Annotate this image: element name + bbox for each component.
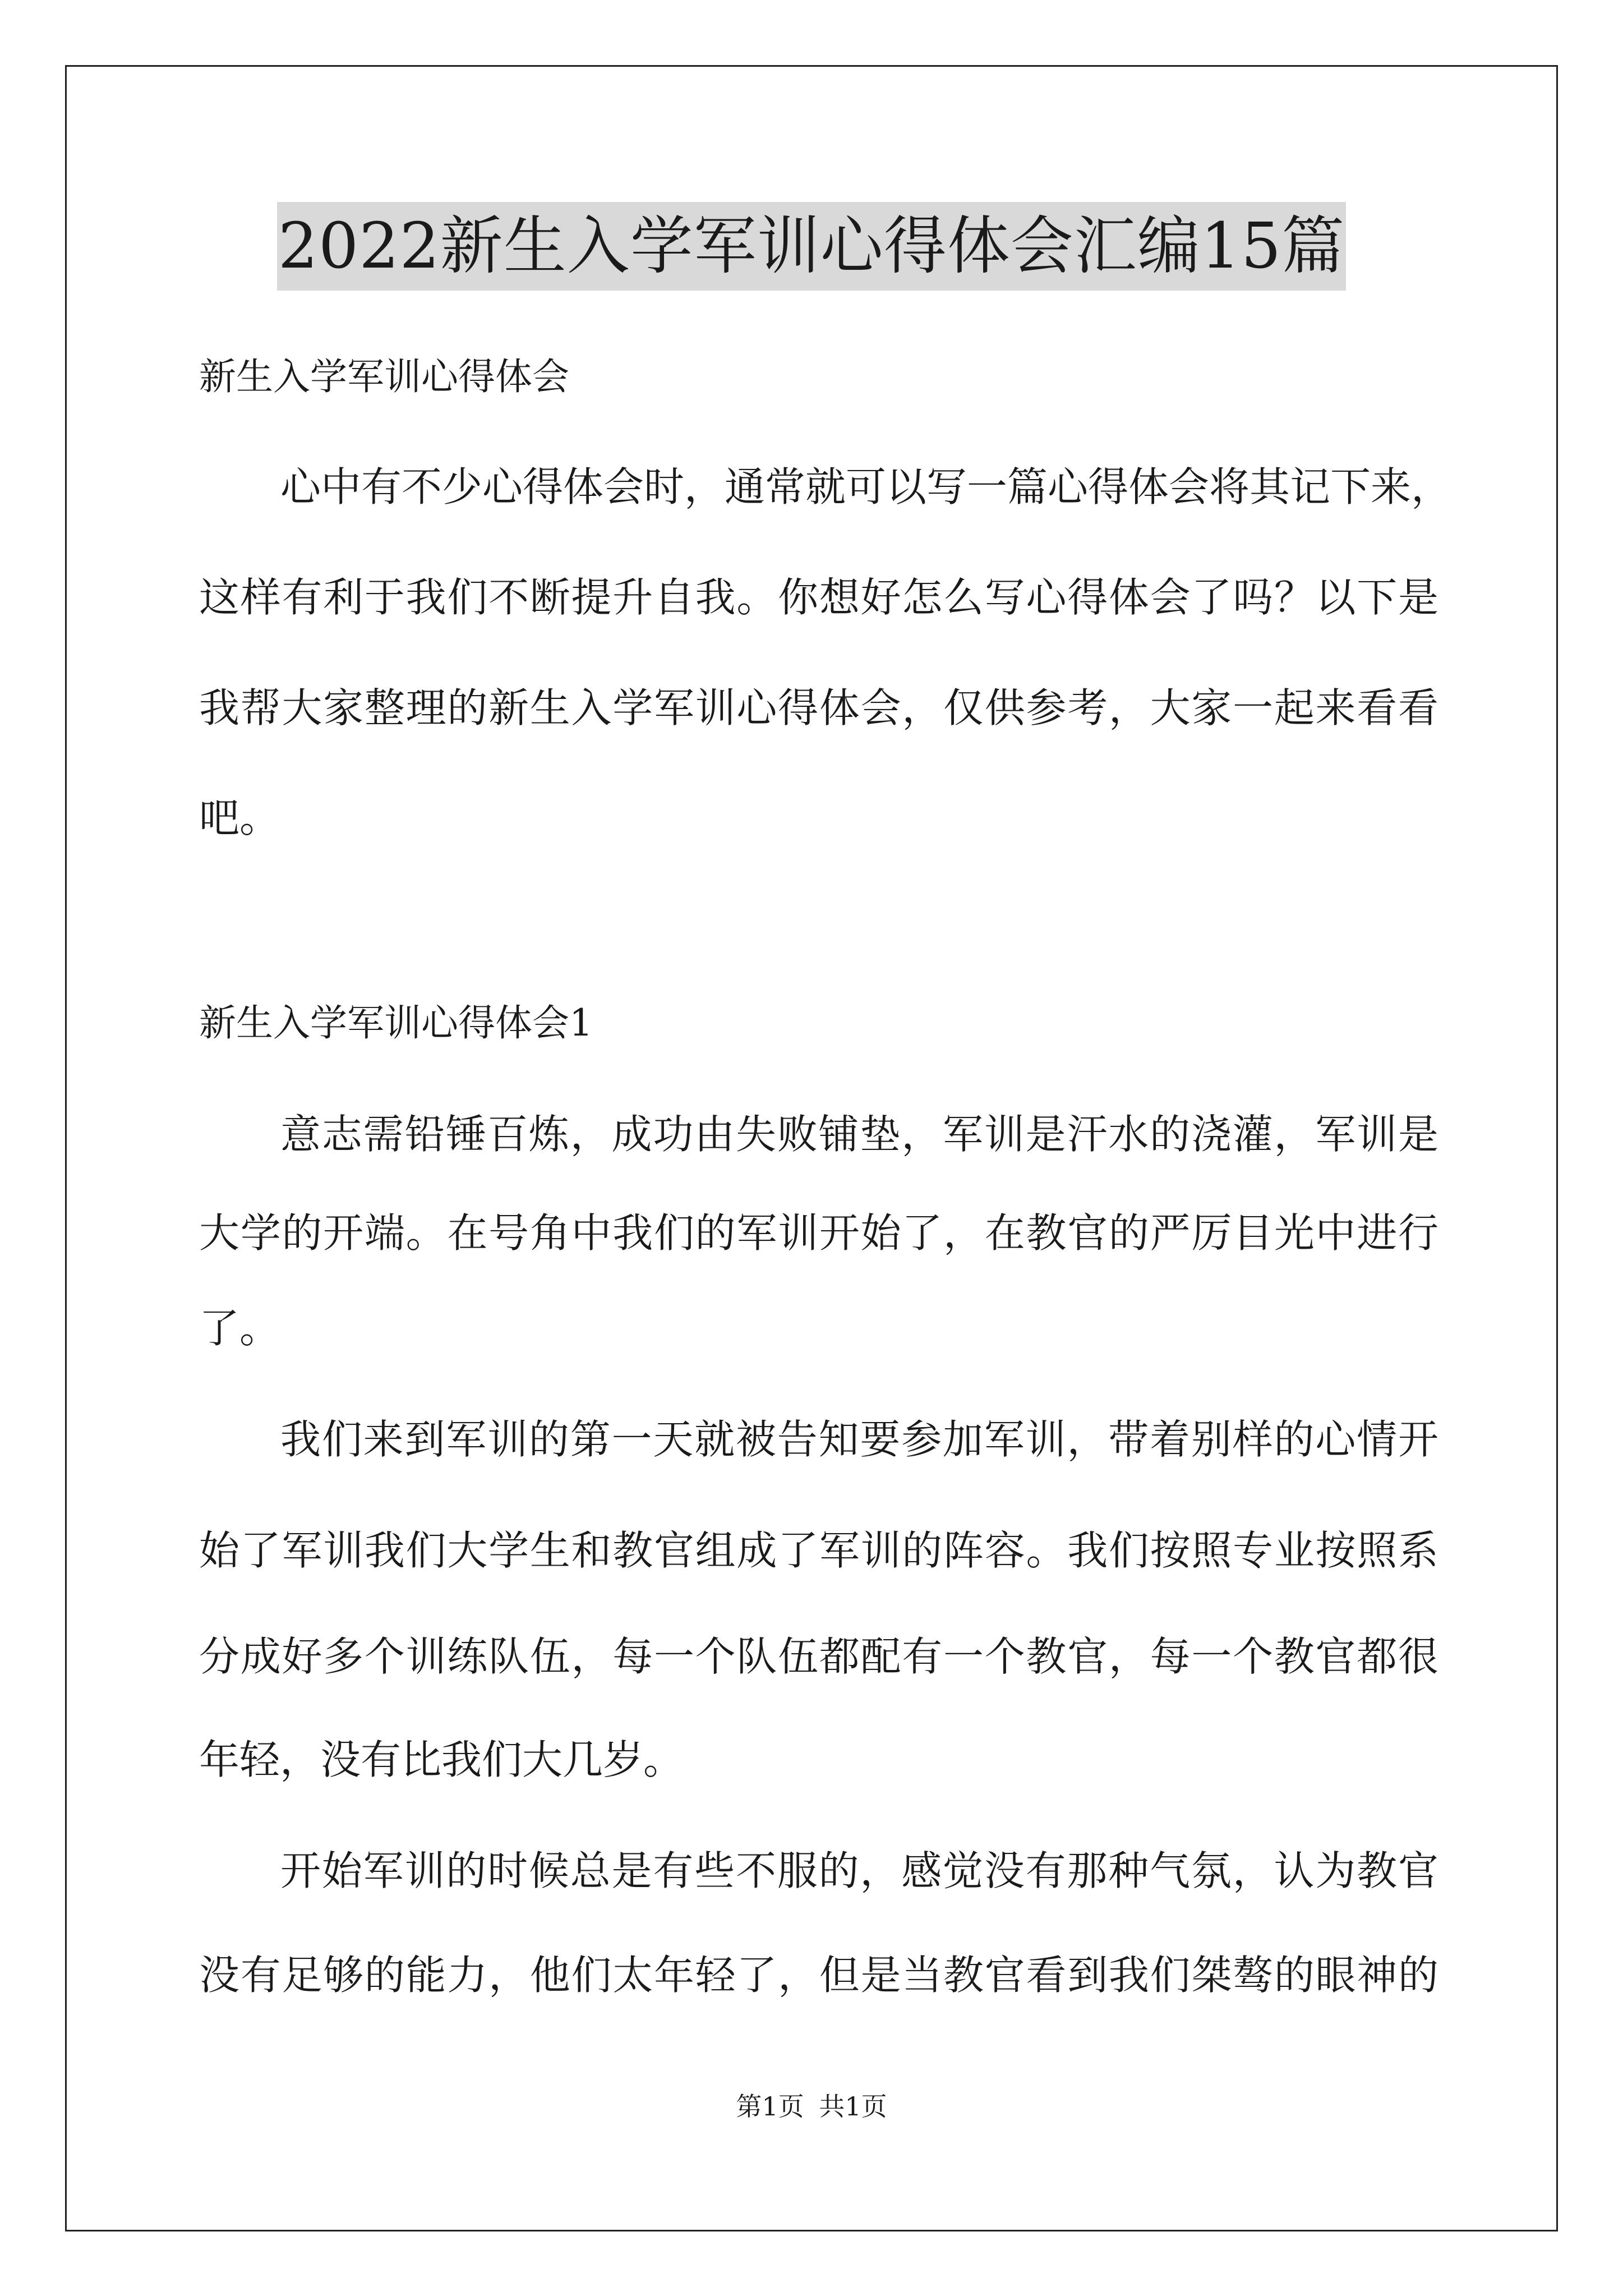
paragraph-line: 这样有利于我们不断提升自我。你想好怎么写心得体会了吗？以下是 (199, 574, 1438, 621)
paragraph-line: 没有足够的能力，他们太年轻了，但是当教官看到我们桀骜的眼神的 (199, 1952, 1438, 1999)
paragraph-line: 吧。 (199, 794, 280, 841)
page-number: 第1页 (736, 2091, 804, 2122)
paragraph-line: 年轻，没有比我们大几岁。 (199, 1736, 684, 1783)
section-heading: 新生入学军训心得体会 (199, 355, 569, 398)
paragraph-line: 开始军训的时候总是有些不服的，感觉没有那种气氛，认为教官 (280, 1847, 1438, 1894)
page-footer (0, 2090, 1623, 2123)
paragraph-line: 始了军训我们大学生和教官组成了军训的阵容。我们按照专业按照系 (199, 1527, 1438, 1574)
paragraph-line: 我帮大家整理的新生入学军训心得体会，仅供参考，大家一起来看看 (199, 684, 1438, 731)
paragraph-line: 我们来到军训的第一天就被告知要参加军训，带着别样的心情开 (280, 1416, 1438, 1463)
paragraph-line: 意志需铅锤百炼，成功由失败铺垫，军训是汗水的浇灌，军训是 (280, 1111, 1438, 1158)
title-container (0, 202, 1623, 291)
section-heading: 新生入学军训心得体会1 (199, 1001, 593, 1045)
paragraph-line: 心中有不少心得体会时，通常就可以写一篇心得体会将其记下来， (280, 463, 1452, 510)
paragraph-line: 了。 (199, 1305, 280, 1352)
paragraph-line: 大学的开端。在号角中我们的军训开始了，在教官的严厉目光中进行 (199, 1209, 1438, 1257)
page-total: 共1页 (819, 2091, 887, 2122)
paragraph-line: 分成好多个训练队伍，每一个队伍都配有一个教官，每一个教官都很 (199, 1633, 1438, 1680)
document-title: 2022新生入学军训心得体会汇编15篇 (277, 202, 1347, 291)
